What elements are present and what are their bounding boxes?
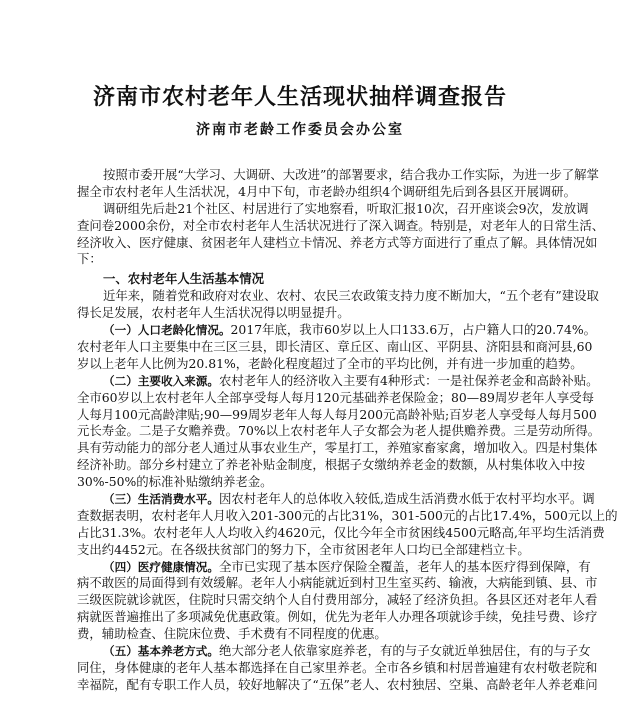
subsection-lead: （四）医疗健康情况。	[103, 559, 219, 574]
line-text: 同住，身体健康的老年人基本都选择在自己家里养老。全市各乡镇和村居普遍建有农村敬老院和	[77, 659, 598, 675]
line-text: 查问卷2000余份，对全市农村老年人生活状况进行了深入调查。特别是，对老年人的日常生活、	[77, 217, 605, 233]
subsection-lead: （三）生活消费水平。	[103, 492, 219, 507]
subsection-lead: （五）基本养老方式。	[103, 644, 219, 659]
text-line	[77, 200, 589, 218]
text-line	[77, 575, 598, 592]
line-text: 经济收入、医疗健康、贫困老年人建档立卡情况、养老方式等方面进行了重点了解。具体情况如	[77, 234, 598, 250]
document-body	[77, 167, 617, 694]
text-line	[77, 183, 577, 201]
text-line	[77, 372, 599, 390]
line-text: 费，辅助检查、住院床位费、手术费有不同程度的优惠。	[77, 626, 387, 642]
text-line	[77, 389, 595, 407]
line-text: 得长足发展，农村老年人生活状况得以明显提升。	[77, 305, 350, 321]
text-line	[77, 457, 586, 474]
text-line	[77, 234, 598, 252]
subsection-lead: （一）人口老龄化情况。	[103, 323, 231, 338]
line-text: 病就医普遍推出了多项减免优惠政策。例如，优先为老年人办理各项就诊手续，免挂号费、诊疗	[77, 609, 598, 625]
line-text: 三级医院就诊就医，住院时只需交纳个人自付费用部分，减轻了经济负担。各县区还对老年人看	[77, 592, 598, 608]
text-line	[77, 322, 596, 339]
text-line	[77, 474, 543, 491]
line-text: 占比31.3%。农村老年人人均收入约4620元，仅比今年全市贫困线4500元略高,年平均生活消费	[77, 524, 605, 540]
text-line	[77, 524, 605, 542]
text-line	[77, 339, 593, 356]
line-text: 下：	[77, 251, 102, 267]
text-line	[77, 626, 543, 643]
line-text: 绝大部分老人依靠家庭养老，有的与子女就近单独居住，有的与子女	[218, 643, 591, 659]
line-text: 农村老年人的经济收入主要有4种形式：一是社保养老金和高龄补贴。	[218, 372, 599, 388]
document-author: 济南市老龄工作委员会办公室	[196, 122, 404, 138]
line-text: 2017年底，我市60岁以上人口133.6万，占户籍人口的20.74%。	[230, 322, 596, 338]
line-text: 支出约4452元。在各级扶贫部门的努力下，全市贫困老年人口均已全部建档立卡。	[77, 541, 530, 557]
line-text: 按照市委开展“大学习、大调研、大改进”的部署要求，结合我办工作实际，为进一步了解掌	[103, 167, 599, 182]
text-line	[77, 423, 601, 440]
line-text: 调研组先后赴21个社区、村居进行了实地察看，听取汇报10次，召开座谈会9次，发放调	[103, 200, 589, 216]
text-line	[77, 491, 595, 508]
text-line	[77, 676, 598, 694]
document-title: 济南市农村老年人生活现状抽样调查报告	[92, 84, 507, 110]
text-line	[77, 305, 543, 322]
line-text: 农村老年人口主要集中在三区三县，即长清区、章丘区、南山区、平阴县、济阳县和商河县,60	[77, 339, 593, 355]
subsection-lead: （二）主要收入来源。	[103, 373, 219, 388]
text-line	[77, 659, 598, 677]
text-line	[77, 251, 543, 268]
text-line	[77, 643, 591, 660]
line-text: 具有劳动能力的部分老人通过从事农业生产，零星打工，养殖家畜家禽，增加收入。四是村集体	[77, 440, 598, 456]
text-line	[77, 406, 597, 424]
text-line	[77, 609, 598, 626]
line-text: 经济补助。部分乡村建立了养老补贴金制度，根据子女缴纳养老金的数额，从村集体收入中按	[77, 457, 586, 473]
text-line	[77, 592, 598, 609]
line-text: 病不敢医的局面得到有效缓解。老年人小病能就近到村卫生室买药、输液，大病能到镇、县、市	[77, 575, 598, 591]
line-text: 握全市农村老年人生活状况，4月中下旬，市老龄办组织4个调研组先后到各县区开展调研。	[77, 183, 577, 199]
text-line	[77, 542, 543, 559]
line-text: 幸福院，配有专职工作人员，较好地解决了“五保”老人、农村独居、空巢、高龄老年人养老难问	[77, 676, 598, 692]
line-text: 一、农村老年人生活基本情况	[103, 271, 265, 287]
text-line	[77, 355, 583, 373]
text-line	[77, 167, 599, 184]
line-text: 人每月100元高龄津贴;90—99周岁老年人每人每月200元高龄补贴;百岁老人享受每人每月500	[77, 406, 597, 422]
line-text: 30%-50%的标准补贴缴纳养老金。	[77, 474, 273, 490]
line-text: 近年来，随着党和政府对农业、农村、农民三农政策支持力度不断加大，“五个老有”建设取	[103, 288, 599, 304]
line-text: 查数据表明，农村老年人月收入201-300元的占比31%，301-500元的占比17.4%，500元以上的	[77, 507, 617, 523]
line-text: 全市已实现了基本医疗保险全覆盖，老年人的基本医疗得到保障，有	[218, 558, 591, 574]
text-line	[77, 507, 617, 525]
line-text: 因农村老年人的总体收入较低,造成生活消费水低于农村平均水平。调	[218, 491, 595, 507]
line-text: 元长寿金。二是子女赡养费。70%以上农村老年人子女都会为老人提供赡养费。三是劳动所得。	[77, 423, 601, 439]
line-text: 全市60岁以上农村老年人全部享受每人每月120元基础养老保险金；80—89周岁老年人享受每	[77, 389, 595, 405]
text-line	[77, 288, 599, 305]
section-heading	[77, 268, 543, 288]
text-line	[77, 440, 598, 457]
text-line	[77, 558, 591, 576]
text-line	[77, 217, 605, 235]
line-text: 岁以上老年人比例为20.81%，老龄化程度超过了全市的平均比例，并有进一步加重的趋势。	[77, 355, 583, 371]
